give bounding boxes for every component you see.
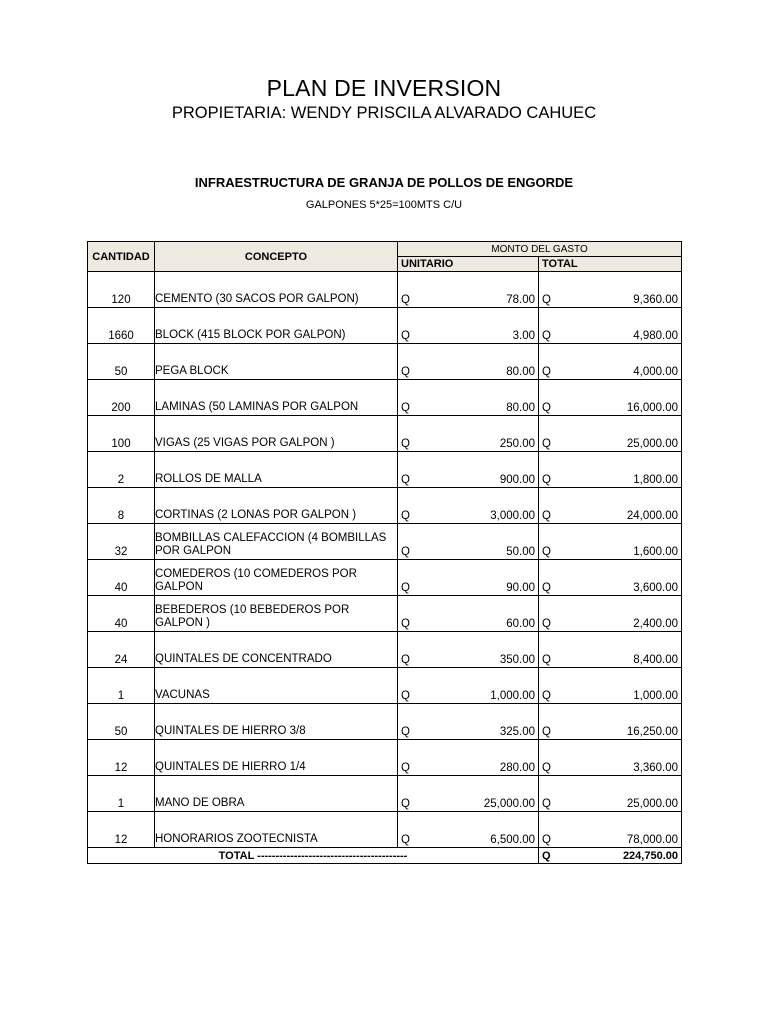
row-cantidad: 40: [88, 560, 155, 596]
row-concepto-text: BEBEDEROS (10 BEBEDEROS POR GALPON ): [155, 604, 350, 629]
row-cantidad: 50: [88, 704, 155, 740]
page-title: PLAN DE INVERSION: [266, 75, 502, 101]
row-concepto: [155, 704, 398, 740]
row-unitario: 3.00: [418, 308, 539, 344]
table-row: [88, 704, 682, 740]
row-total-currency: Q: [539, 812, 559, 848]
row-unitario-currency: Q: [398, 704, 418, 740]
row-concepto-text: BLOCK (415 BLOCK POR GALPON): [155, 329, 346, 341]
row-total-currency: Q: [539, 668, 559, 704]
row-cantidad: 32: [88, 524, 155, 560]
header-monto-del-gasto: MONTO DEL GASTO: [398, 242, 682, 257]
row-unitario-currency: Q: [398, 740, 418, 776]
row-concepto: [155, 272, 398, 308]
table-row: [88, 416, 682, 452]
row-concepto-text: QUINTALES DE HIERRO 1/4: [155, 761, 306, 773]
row-total-currency: Q: [539, 704, 559, 740]
row-concepto: [155, 380, 398, 416]
table-row: [88, 632, 682, 668]
table-row: [88, 560, 682, 596]
row-cantidad: 40: [88, 596, 155, 632]
row-concepto: [155, 668, 398, 704]
row-unitario: 3,000.00: [418, 488, 539, 524]
table-row: [88, 452, 682, 488]
row-total-currency: Q: [539, 776, 559, 812]
row-concepto: [155, 596, 398, 632]
row-unitario: 80.00: [418, 380, 539, 416]
row-total: 78,000.00: [559, 812, 682, 848]
table-row: [88, 776, 682, 812]
row-unitario-currency: Q: [398, 452, 418, 488]
row-concepto: [155, 776, 398, 812]
row-total: 1,600.00: [559, 524, 682, 560]
row-concepto-text: VIGAS (25 VIGAS POR GALPON ): [155, 437, 335, 449]
row-cantidad: 2: [88, 452, 155, 488]
row-total: 1,000.00: [559, 668, 682, 704]
row-total: 25,000.00: [559, 776, 682, 812]
table-row: [88, 272, 682, 308]
table-row: [88, 596, 682, 632]
table-row: [88, 344, 682, 380]
row-unitario: 900.00: [418, 452, 539, 488]
row-unitario-currency: Q: [398, 812, 418, 848]
row-unitario: 60.00: [418, 596, 539, 632]
section-note: GALPONES 5*25=100MTS C/U: [305, 199, 463, 211]
table-row: [88, 308, 682, 344]
row-total-currency: Q: [539, 560, 559, 596]
row-unitario: 50.00: [418, 524, 539, 560]
row-unitario-currency: Q: [398, 524, 418, 560]
row-total-currency: Q: [539, 596, 559, 632]
header-cantidad: CANTIDAD: [88, 242, 155, 272]
row-unitario-currency: Q: [398, 632, 418, 668]
row-total-currency: Q: [539, 308, 559, 344]
table-row: [88, 668, 682, 704]
row-total: 4,000.00: [559, 344, 682, 380]
row-concepto: [155, 452, 398, 488]
row-total-currency: Q: [539, 632, 559, 668]
table-row: [88, 488, 682, 524]
row-concepto: [155, 524, 398, 560]
row-concepto: [155, 344, 398, 380]
table-row: [88, 740, 682, 776]
table-row: [88, 380, 682, 416]
row-unitario: 78.00: [418, 272, 539, 308]
row-total-currency: Q: [539, 488, 559, 524]
row-concepto: [155, 740, 398, 776]
table-row: [88, 524, 682, 560]
row-cantidad: 1: [88, 668, 155, 704]
total-value: 224,750.00: [559, 848, 682, 864]
row-total: 1,800.00: [559, 452, 682, 488]
row-unitario-currency: Q: [398, 596, 418, 632]
row-unitario-currency: Q: [398, 488, 418, 524]
row-total-currency: Q: [539, 524, 559, 560]
row-unitario: 1,000.00: [418, 668, 539, 704]
row-cantidad: 50: [88, 344, 155, 380]
row-total-currency: Q: [539, 380, 559, 416]
row-cantidad: 120: [88, 272, 155, 308]
row-total-currency: Q: [539, 416, 559, 452]
row-concepto-text: VACUNAS: [155, 689, 210, 701]
row-unitario: 250.00: [418, 416, 539, 452]
row-cantidad: 1: [88, 776, 155, 812]
row-concepto-text: ROLLOS DE MALLA: [155, 473, 262, 485]
row-unitario-currency: Q: [398, 308, 418, 344]
row-unitario: 325.00: [418, 704, 539, 740]
row-total-currency: Q: [539, 272, 559, 308]
total-currency: Q: [539, 848, 559, 864]
row-concepto-text: BOMBILLAS CALEFACCION (4 BOMBILLAS POR GALPON: [155, 532, 387, 557]
row-concepto-text: QUINTALES DE HIERRO 3/8: [155, 725, 306, 737]
row-unitario: 6,500.00: [418, 812, 539, 848]
row-concepto: [155, 416, 398, 452]
row-cantidad: 1660: [88, 308, 155, 344]
row-total-currency: Q: [539, 452, 559, 488]
row-concepto-text: CORTINAS (2 LONAS POR GALPON ): [155, 509, 357, 521]
row-unitario: 80.00: [418, 344, 539, 380]
row-unitario-currency: Q: [398, 272, 418, 308]
row-concepto-text: LAMINAS (50 LAMINAS POR GALPON: [155, 401, 359, 413]
header-unitario: UNITARIO: [398, 257, 539, 272]
row-concepto-text: HONORARIOS ZOOTECNISTA: [155, 833, 318, 845]
header-concepto: CONCEPTO: [155, 242, 398, 272]
investment-table: [87, 241, 682, 864]
row-unitario-currency: Q: [398, 668, 418, 704]
row-unitario: 280.00: [418, 740, 539, 776]
row-total: 2,400.00: [559, 596, 682, 632]
row-total: 3,600.00: [559, 560, 682, 596]
row-total: 16,250.00: [559, 704, 682, 740]
row-unitario-currency: Q: [398, 380, 418, 416]
table-row: [88, 812, 682, 848]
row-concepto: [155, 632, 398, 668]
row-cantidad: 100: [88, 416, 155, 452]
row-total-currency: Q: [539, 344, 559, 380]
row-concepto-text: COMEDEROS (10 COMEDEROS POR GALPON: [155, 568, 357, 593]
row-total: 24,000.00: [559, 488, 682, 524]
row-total: 4,980.00: [559, 308, 682, 344]
row-unitario-currency: Q: [398, 560, 418, 596]
row-concepto: [155, 488, 398, 524]
row-concepto: [155, 308, 398, 344]
owner-line: PROPIETARIA: WENDY PRISCILA ALVARADO CAHUEC: [171, 104, 597, 122]
total-label: TOTAL -----------------------------------------: [88, 848, 539, 864]
row-total: 16,000.00: [559, 380, 682, 416]
row-cantidad: 8: [88, 488, 155, 524]
row-total: 8,400.00: [559, 632, 682, 668]
row-total: 3,360.00: [559, 740, 682, 776]
row-unitario: 350.00: [418, 632, 539, 668]
row-cantidad: 200: [88, 380, 155, 416]
section-subtitle: INFRAESTRUCTURA DE GRANJA DE POLLOS DE ENGORDE: [194, 175, 574, 190]
row-total-currency: Q: [539, 740, 559, 776]
row-unitario: 25,000.00: [418, 776, 539, 812]
row-unitario: 90.00: [418, 560, 539, 596]
row-total: 25,000.00: [559, 416, 682, 452]
row-cantidad: 12: [88, 740, 155, 776]
row-concepto-text: MANO DE OBRA: [155, 797, 245, 809]
row-cantidad: 12: [88, 812, 155, 848]
row-concepto-text: QUINTALES DE CONCENTRADO: [155, 653, 332, 665]
row-concepto-text: PEGA BLOCK: [155, 365, 229, 377]
row-unitario-currency: Q: [398, 344, 418, 380]
row-concepto: [155, 560, 398, 596]
total-row: [88, 848, 682, 864]
row-total: 9,360.00: [559, 272, 682, 308]
header-total: TOTAL: [539, 257, 682, 272]
row-concepto-text: CEMENTO (30 SACOS POR GALPON): [155, 293, 359, 305]
row-cantidad: 24: [88, 632, 155, 668]
row-concepto: [155, 812, 398, 848]
row-unitario-currency: Q: [398, 776, 418, 812]
row-unitario-currency: Q: [398, 416, 418, 452]
